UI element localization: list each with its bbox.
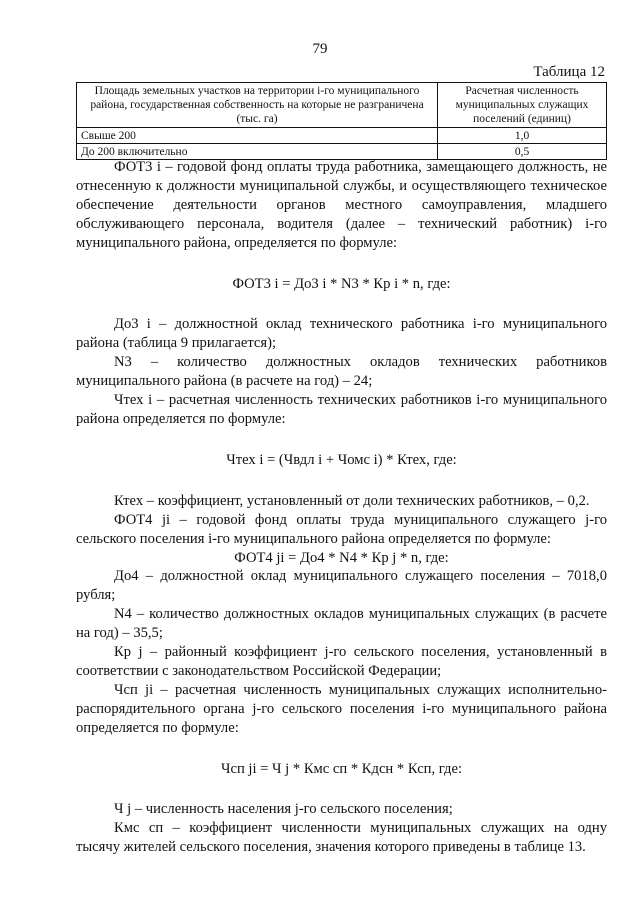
paragraph-do4: До4 – должностной оклад муниципального служащего поселения – 7018,0 рубля; — [76, 568, 607, 604]
paragraph-chteh: Чтех i – расчетная численность технических работников i-го муниципального района определяется по формуле: — [76, 392, 607, 427]
table-cell-area: Свыше 200 — [77, 128, 438, 144]
table-cell-value: 0,5 — [438, 144, 607, 160]
table-cell-area: До 200 включительно — [77, 144, 438, 160]
table-label: Таблица 12 — [533, 64, 605, 80]
paragraph-n3: N3 – количество должностных окладов технических работников муниципального района (в расчете на год) – 24; — [76, 354, 607, 390]
table-header-area: Площадь земельных участков на территории i-го муниципального района, государственная собственность на которые не разграничена (тыс. га) — [77, 83, 438, 128]
table-row — [77, 128, 607, 144]
table-header-count: Расчетная численность муниципальных служащих поселений (единиц) — [438, 83, 607, 128]
page-number: 79 — [312, 41, 328, 57]
paragraph-krj: Кр j – районный коэффициент j-го сельского поселения, установленный в соответствии с законодательством Российской Федерации; — [76, 644, 607, 679]
paragraph-fot3-definition: ФОТ3 i – годовой фонд оплаты труда работника, замещающего должность, не отнесенную к должности муниципальной службы, и осуществляющего техническое обеспечение деятельности органов местного самоуправления, младшего обслуживающего персонала, водителя (далее – технический работник) i-го муниципального района, определяется по формуле: — [76, 159, 607, 251]
paragraph-chsp-definition: Чсп ji – расчетная численность муниципальных служащих исполнительно-распорядительного органа j-го сельского поселения i-го муниципального района определяется по формуле: — [76, 681, 607, 736]
table-header-row — [77, 83, 607, 128]
formula-fot4: ФОТ4 ji = До4 * N4 * Кр j * n, где: — [234, 549, 449, 566]
paragraph-n4: N4 – количество должностных окладов муниципальных служащих (в расчете на год) – 35,5; — [76, 606, 607, 642]
paragraph-fot4-definition: ФОТ4 ji – годовой фонд оплаты труда муниципального служащего j-го сельского поселения i-го муниципального района определяется по формуле: — [76, 511, 607, 547]
paragraph-kteh: Ктех – коэффициент, установленный от доли технических работников, – 0,2. — [114, 492, 590, 509]
paragraph-kms-sp: Кмс сп – коэффициент численности муниципальных служащих на одну тысячу жителей сельского поселения, значения которого приведены в таблице 13. — [76, 820, 607, 856]
table-12 — [76, 82, 607, 160]
body-text — [76, 158, 607, 857]
formula-chsp: Чсп ji = Ч j * Кмс сп * Кдсн * Ксп, где: — [220, 760, 463, 777]
paragraph-chj: Ч j – численность населения j-го сельского поселения; — [114, 801, 453, 818]
formula-chteh: Чтех i = (Чвдл i + Чомс i) * Ктех, где: — [226, 451, 457, 468]
paragraph-do3: До3 i – должностной оклад технического работника i-го муниципального района (таблица 9 прилагается); — [76, 316, 607, 352]
formula-fot3: ФОТ3 i = До3 i * N3 * Кр i * n, где: — [232, 275, 451, 292]
table-cell-value: 1,0 — [438, 128, 607, 144]
